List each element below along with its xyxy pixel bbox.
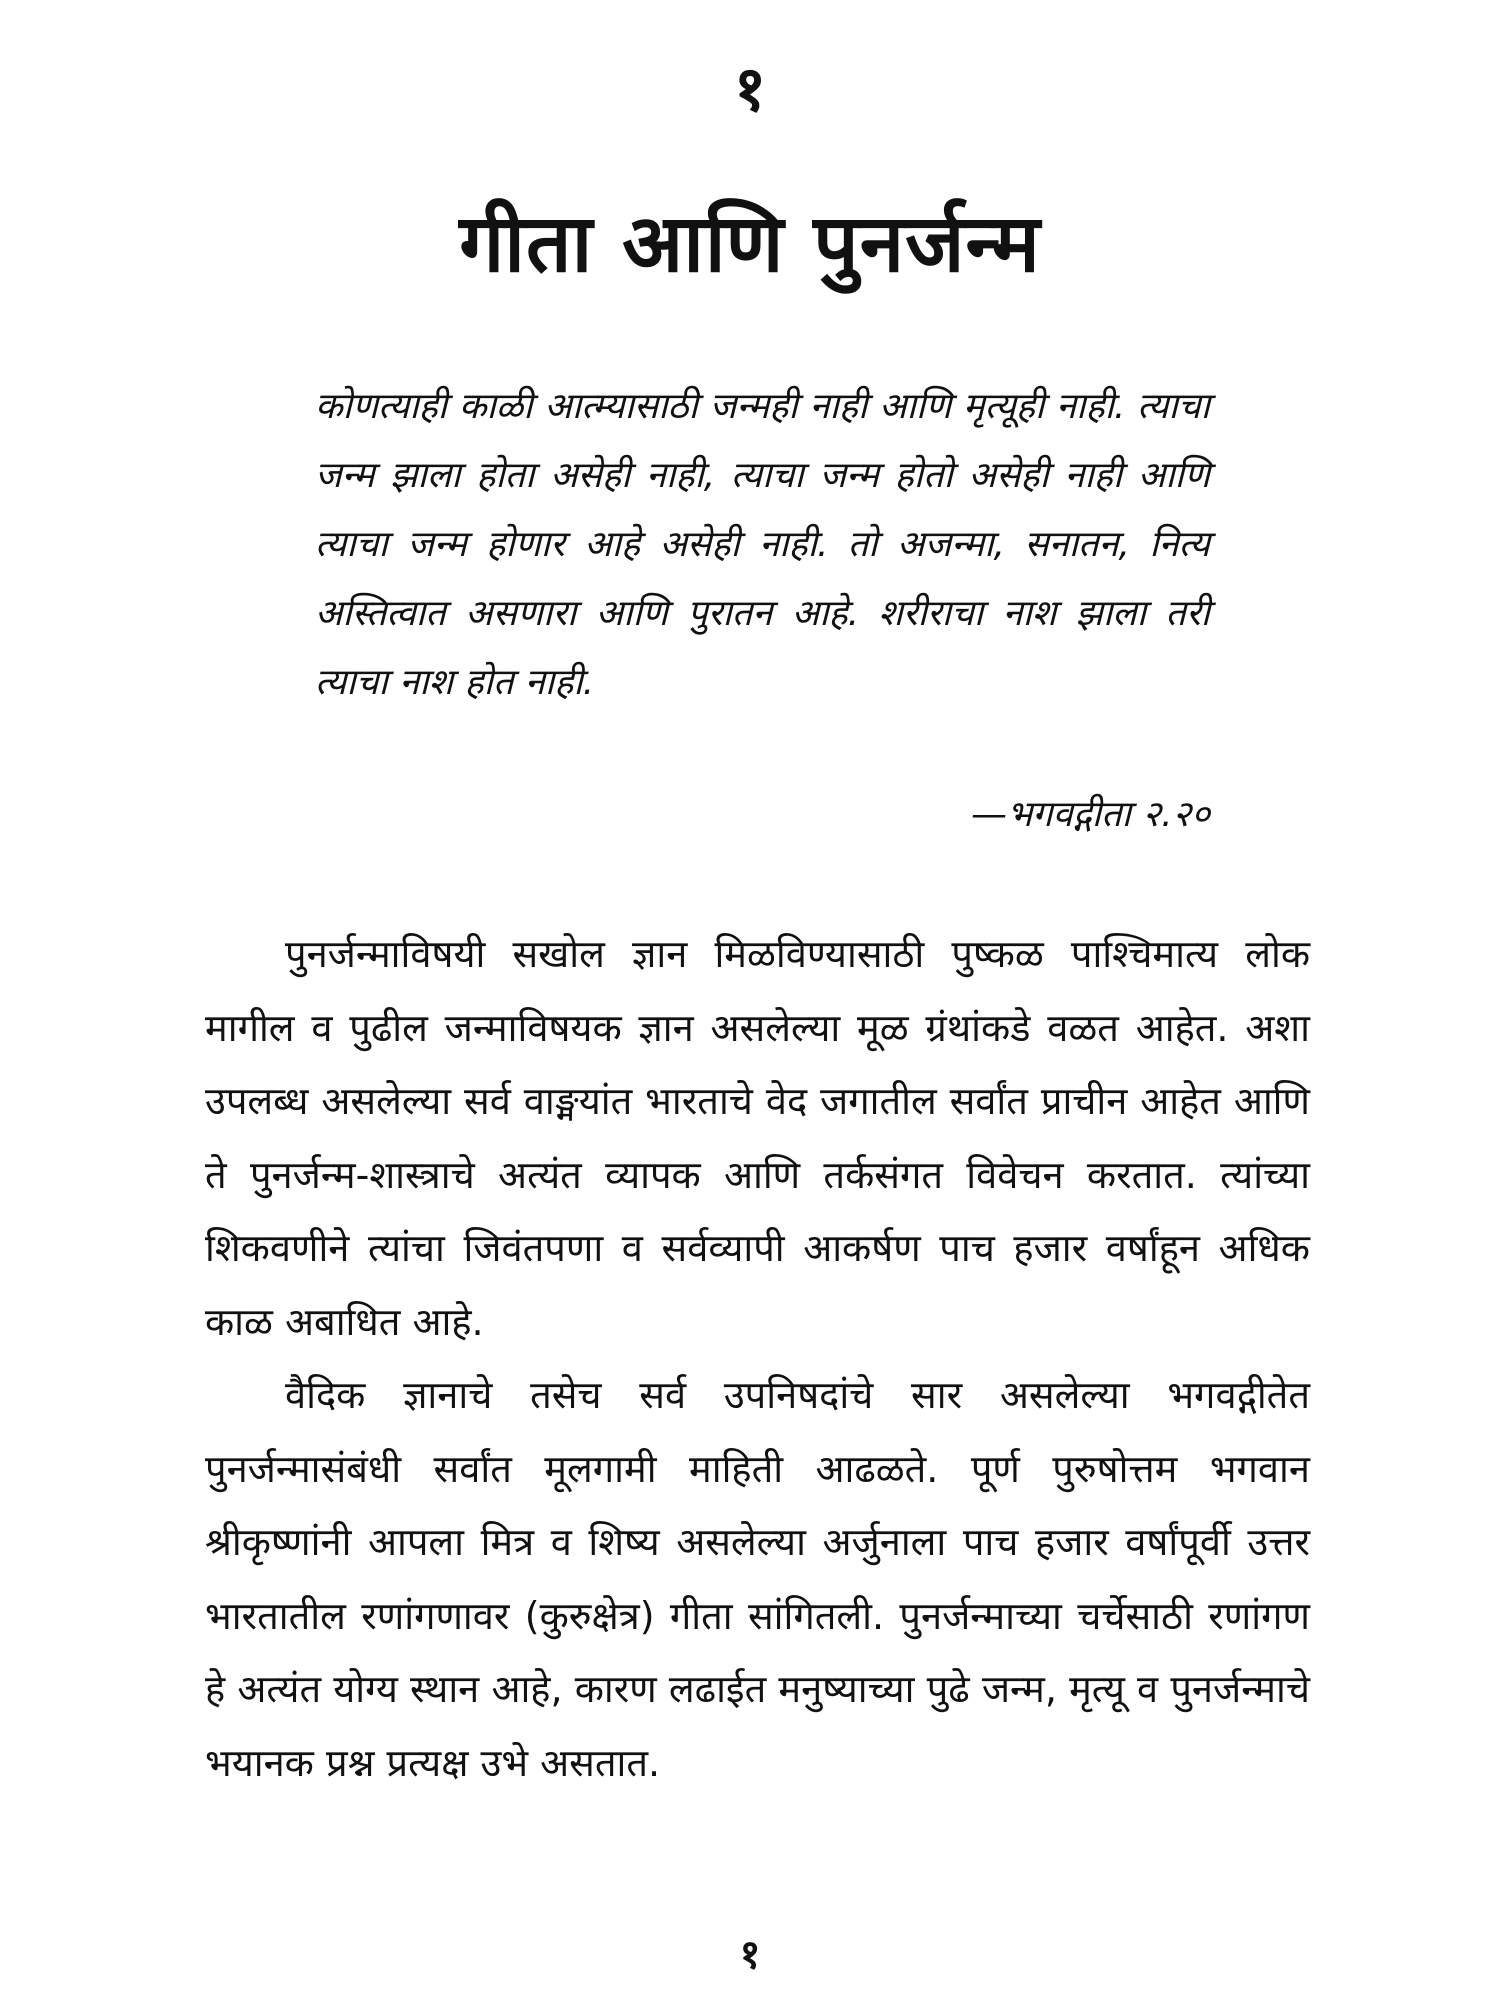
epigraph-citation: —भगवद्गीता २.२० xyxy=(971,794,1210,835)
body-paragraph: वैदिक ज्ञानाचे तसेच सर्व उपनिषदांचे सार असलेल्या भगवद्गीतेत पुनर्जन्मासंबंधी सर्वांत मूलगामी माहिती आढळते. पूर्ण पुरुषोत्तम भगवान श्रीकृष्णांनी आपला मित्र व शिष्य असलेल्या अर्जुनाला पाच हजार वर्षांपूर्वी उत्तर भारतातील रणांगणावर (कुरुक्षेत्र) गीता सांगितली. पुनर्जन्माच्या चर्चेसाठी रणांगण हे अत्यंत योग्य स्थान आहे, कारण लढाईत मनुष्याच्या पुढे जन्म, मृत्यू व पुनर्जन्माचे भयानक प्रश्न प्रत्यक्ष उभे असतात. xyxy=(205,1373,1310,1785)
page-number: १ xyxy=(739,1932,761,1978)
epigraph-quote: कोणत्याही काळी आत्म्यासाठी जन्मही नाही आणि मृत्यूही नाही. त्याचा जन्म झाला होता असेही नाही, त्याचा जन्म होतो असेही नाही आणि त्याचा जन्म होणार आहे असेही नाही. तो अजन्मा, सनातन, नित्य अस्तित्वात असणारा आणि पुरातन आहे. शरीराचा नाश झाला तरी त्याचा नाश होत नाही. xyxy=(315,386,1210,703)
body-text xyxy=(205,918,1310,1800)
chapter-title: गीता आणि पुनर्जन्म xyxy=(459,197,1041,290)
chapter-number: १ xyxy=(733,52,767,125)
body-paragraph: पुनर्जन्माविषयी सखोल ज्ञान मिळविण्यासाठी पुष्कळ पाश्चिमात्य लोक मागील व पुढील जन्माविषयक ज्ञान असलेल्या मूळ ग्रंथांकडे वळत आहेत. अशा उपलब्ध असलेल्या सर्व वाङ्मयांत भारताचे वेद जगातील सर्वांत प्राचीन आहेत आणि ते पुनर्जन्म-शास्त्राचे अत्यंत व्यापक आणि तर्कसंगत विवेचन करतात. त्यांच्या शिकवणीने त्यांचा जिवंतपणा व सर्वव्यापी आकर्षण पाच हजार वर्षांहून अधिक काळ अबाधित आहे. xyxy=(205,932,1310,1344)
